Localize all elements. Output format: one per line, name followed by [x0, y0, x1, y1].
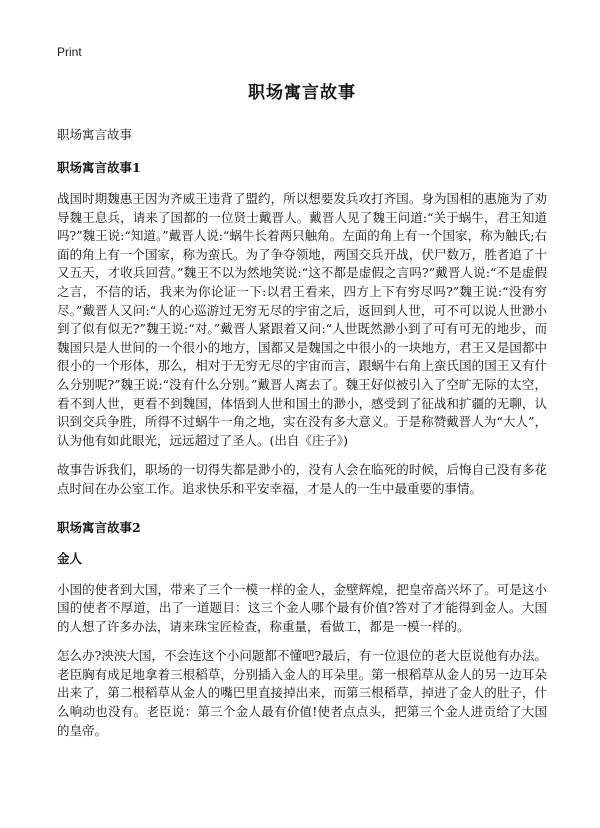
story1-heading: 职场寓言故事1 [57, 160, 141, 175]
story2-paragraph-2: 怎么办?泱泱大国，不会连这个小问题都不懂吧?最后，有一位退位的老大臣说他有办法。老臣胸有成足地拿着三根稻草，分别插入金人的耳朵里。第一根稻草从金人的另一边耳朵出来了，第二根稻草从金人的嘴巴里直接掉出来，而第三根稻草，掉进了金人的肚子，什么响动也没有。老臣说：第三个金人最有价值!使者点点头，把第三个金人进贡给了大国的皇帝。 [57, 648, 547, 738]
page-title: 职场寓言故事 [248, 83, 356, 103]
story2-paragraph-1: 小国的使者到大国，带来了三个一模一样的金人，金壁辉煌，把皇帝高兴坏了。可是这小国的使者不厚道，出了一道题目：这三个金人哪个最有价值?答对了才能得到金人。大国的人想了许多办法，请来珠宝匠检查，称重量，看做工，都是一模一样的。 [57, 581, 547, 634]
print-label: Print [57, 45, 82, 59]
story2-subheading: 金人 [57, 550, 83, 566]
story1-paragraph-2: 故事告诉我们，职场的一切得失都是渺小的，没有人会在临死的时候，后悔自己没有多花点时间在办公室工作。追求快乐和平安幸福，才是人的一生中最重要的事情。 [57, 462, 547, 496]
document-subtitle: 职场寓言故事 [57, 127, 133, 142]
story2-heading: 职场寓言故事2 [57, 519, 141, 535]
story1-paragraph-1: 战国时期魏惠王因为齐威王违背了盟约，所以想要发兵攻打齐国。身为国相的惠施为了劝导魏王息兵，请来了国都的一位贤士戴晋人。戴晋人见了魏王问道:“关于蜗牛，君王知道吗?”魏王说:“知道。”戴晋人说:“蜗牛长着两只触角。左面的角上有一个国家，称为触氏;右面的角上有一个国家，称为蛮氏。为了争夺领地，两国交兵开战，伏尸数万，胜者追了十又五天，才收兵回营。”魏王不以为然地笑说:“这不都是虚假之言吗?”戴晋人说:“不是虚假之言，不信的话，我来为你论证一下:以君王看来，四方上下有穷尽吗?”魏王说:“没有穷尽。”戴晋人又问:“人的心巡游过无穷无尽的宇宙之后，返回到人世，可不可以说人世渺小到了似有似无?”魏王说:“对。”戴晋人紧跟着又问:“人世既然渺小到了可有可无的地步，而魏国只是人世间的一个很小的地方，国都又是魏国之中很小的一块地方，君王又是国都中很小的一个形体，那么，相对于无穷无尽的宇宙而言，跟蜗牛右角上蛮氏国的国王又有什么分别呢?”魏王说:“没有什么分别。”戴晋人离去了。魏王好似被引入了空旷无际的太空，看不到人世，更看不到魏国，体悟到人世和国土的渺小，感受到了征战和扩疆的无聊，认识到交兵争胜，所得不过蜗牛一角之地，实在没有多大意义。于是称赞戴晋人为“大人”，认为他有如此眼光，远远超过了圣人。(出自《庄子》) [57, 191, 547, 448]
